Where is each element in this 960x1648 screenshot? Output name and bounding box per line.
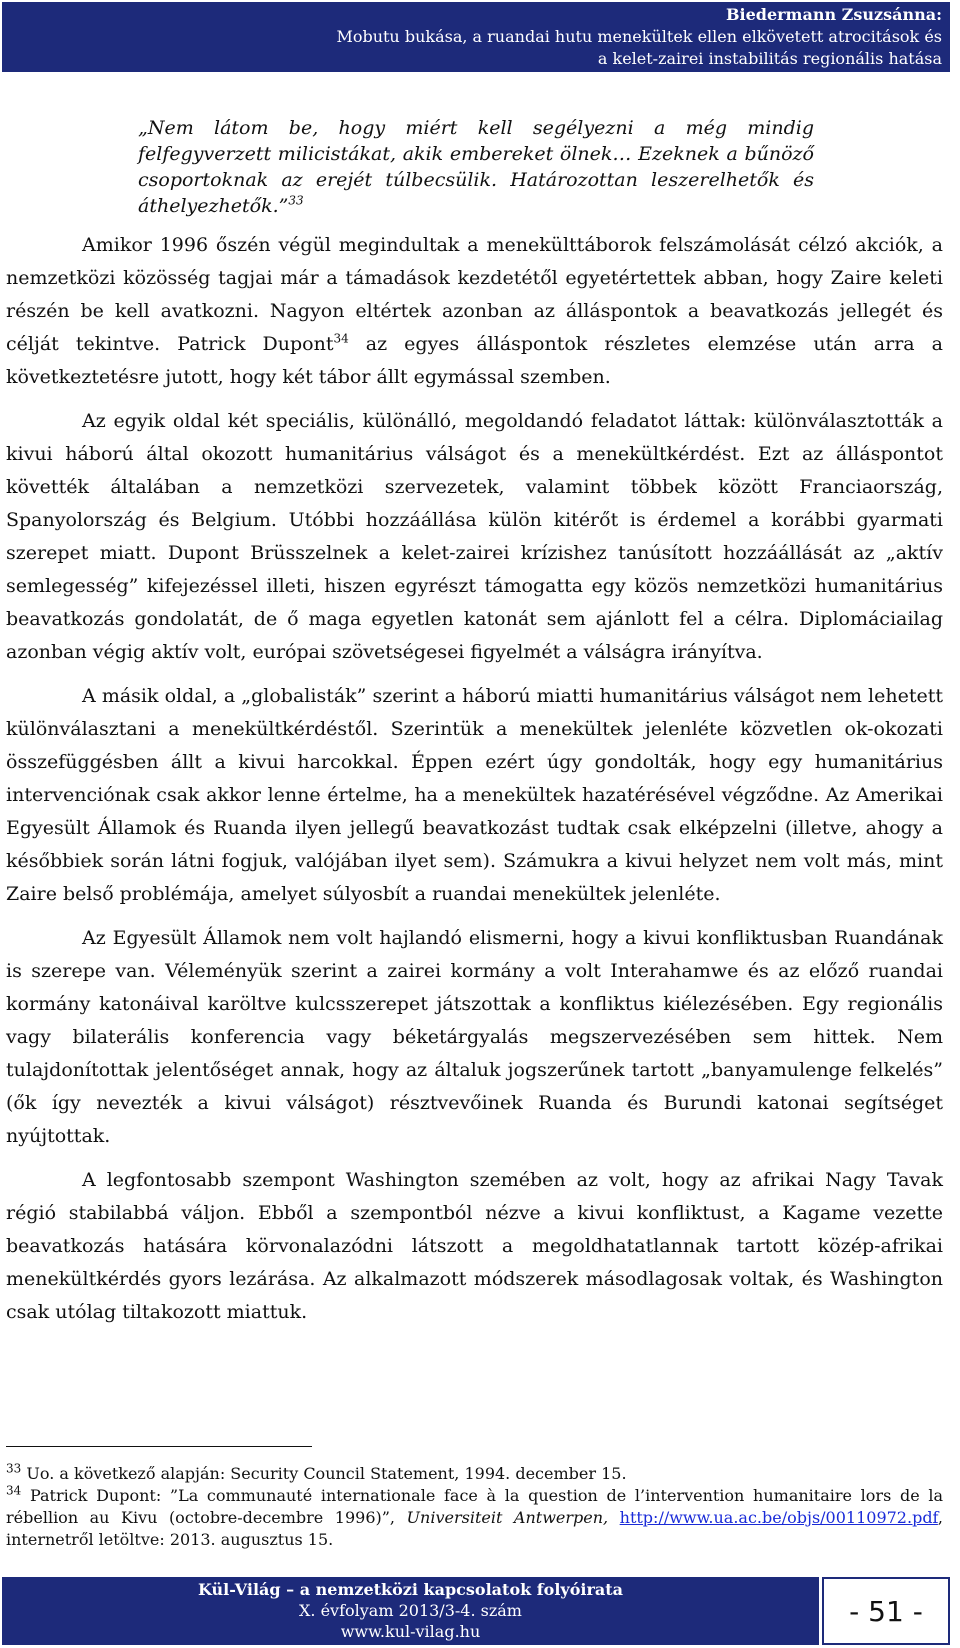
header-title-line2: a kelet-zairei instabilitás regionális hatása [597, 49, 942, 68]
footnote-34 [6, 1485, 943, 1551]
paragraph-3: A másik oldal, a „globalisták” szerint a háború miatti humanitárius válságot nem lehetett különválasztani a menekültkérdéstől. Szerintük a menekültek jelenléte közvetlen ok-okozati összefüggésben állt a kivui harcokkal. Éppen ezért úgy gondolták, hogy egy humanitárius intervenciónak csak akkor lenne értelme, ha a menekültek hazatérésével végződne. Az Amerikai Egyesült Államok és Ruanda ilyen jellegű beavatkozást tudtak csak elképzelni (illetve, ahogy a későbbiek során látni fogjuk, valójában ilyet sem). Számukra a kivui helyzet nem volt más, mint Zaire belső problémája, amelyet súlyosbít a ruandai menekültek jelenléte. [6, 685, 943, 905]
quote-text: „Nem látom be, hogy miért kell segélyezni a még mindig felfegyverzett milicistákat, akik embereket ölnek… Ezeknek a bűnöző csoportoknak az erejét túlbecsülik. Határozottan leszerelhetők és áthelyezhetők.” [138, 117, 814, 217]
header-title-line1: Mobutu bukása, a ruandai hutu menekültek ellen elkövetett atrocitások és [336, 27, 942, 46]
page-number: - 51 - [849, 1594, 923, 1628]
footnote-33-number: 33 [6, 1461, 22, 1476]
page-number-box [822, 1577, 950, 1645]
page-footer [2, 1577, 819, 1645]
paragraph-4: Az Egyesült Államok nem volt hajlandó elismerni, hogy a kivui konfliktusban Ruandának is szerepe van. Véleményük szerint a zairei kormány a volt Interahamwe és az előző ruandai kormány katonáival karöltve kulcsszerepet játszottak a konfliktus kiélezésében. Egy regionális vagy bilaterális konferencia vagy béketárgyalás megszervezésében sem hittek. Nem tulajdonítottak jelentőséget annak, hogy az általuk jogszerűnek tartott „banyamulenge felkelés” (ők így nevezték a kivui válságot) résztvevőinek Ruanda és Burundi katonai segítséget nyújtottak. [6, 927, 943, 1147]
paragraph-1-part-a: Amikor 1996 őszén végül megindultak a menekülttáborok felszámolását célzó akciók, a nemzetközi közösség tagjai már a támadások kezdetétől egyetértettek abban, hogy Zaire keleti részén be kell avatkozni. Nagyon eltértek azonban az álláspontok a beavatkozás jellegét és célját tekintve. Patrick Dupont [6, 234, 943, 355]
paragraph-5: A legfontosabb szempont Washington szemében az volt, hogy az afrikai Nagy Tavak régió stabilabbá váljon. Ebből a szempontból nézve a kivui konfliktust, a Kagame vezette beavatkozás hatására körvonalazódni látszott a megoldhatatlannak tartott közép-afrikai menekültkérdés gyors lezárása. Az alkalmazott módszerek másodlagosak voltak, és Washington csak utólag tiltakozott miattuk. [6, 1169, 943, 1323]
body-text [6, 229, 943, 1340]
paragraph-1 [6, 229, 943, 394]
footnote-ref-33[interactable]: 33 [288, 193, 304, 208]
footer-website: www.kul-vilag.hu [340, 1622, 481, 1641]
header-author: Biedermann Zsuzsánna: [725, 5, 942, 24]
footnote-ref-34[interactable]: 34 [333, 331, 349, 346]
footnote-34-link[interactable]: http://www.ua.ac.be/objs/00110972.pdf [619, 1508, 938, 1527]
footer-issue: X. évfolyam 2013/3-4. szám [299, 1601, 522, 1620]
footnote-34-italic: Universiteit Antwerpen, [406, 1508, 609, 1527]
paragraph-2: Az egyik oldal két speciális, különálló, megoldandó feladatot láttak: különválasztották a kivui háború által okozott humanitárius válságot és a menekültkérdést. Ezt az álláspontot követték általában a nemzetközi szervezetek, valamint többek között Franciaország, Spanyolország és Belgium. Utóbbi hozzáállása külön kitérőt is érdemel a korábbi gyarmati szerepet miatt. Dupont Brüsszelnek a kelet-zairei krízishez tanúsított hozzáállását az „aktív semlegesség” kifejezéssel illeti, hiszen egyrészt támogatta egy közös nemzetközi humanitárius beavatkozás gondolatát, de ő maga egyetlen katonát sem ajánlott fel a célra. Diplomáciailag azonban végig aktív volt, európai szövetségesei figyelmét a válságra irányítva. [6, 410, 943, 663]
footer-journal: Kül-Világ – a nemzetközi kapcsolatok folyóirata [197, 1580, 623, 1599]
footnote-33-text: Uo. a következő alapján: Security Council Statement, 1994. december 15. [21, 1464, 627, 1483]
footnote-separator [6, 1446, 312, 1447]
page-header [2, 2, 950, 72]
footnote-34-number: 34 [6, 1483, 22, 1498]
block-quote [138, 115, 814, 219]
footnote-34-text-b: , internetről letöltve: 2013. augusztus 15. [6, 1508, 943, 1549]
footnote-33 [6, 1463, 943, 1485]
paragraph-1-part-b: az egyes álláspontok részletes elemzése után arra a következtetésre jutott, hogy két tábor állt egymással szemben. [6, 333, 943, 388]
footnote-34-text-a: Patrick Dupont: ”La communauté internationale face à la question de l’intervention humanitaire lors de la rébellion au Kivu (octobre-decembre 1996)”, [6, 1486, 943, 1527]
